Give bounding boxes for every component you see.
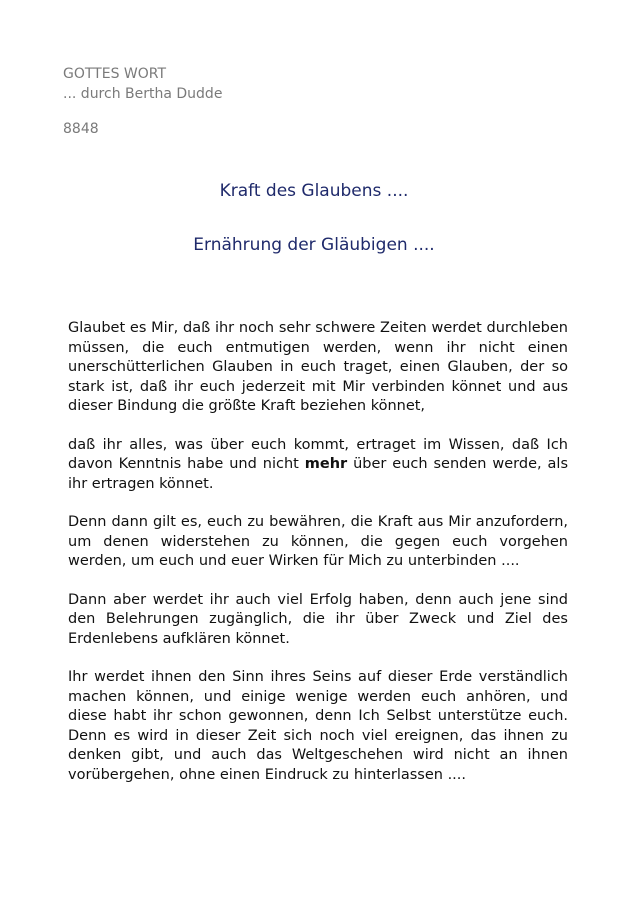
paragraph-5: Ihr werdet ihnen den Sinn ihres Seins auf dieser Erde verständlich machen können, und einige wenige werden euch anhören, und diese habt ihr schon gewonnen, denn Ich Selbst unterstütze euch. Denn es wird in dieser Zeit sich noch viel ereignen, das ihnen zu denken gibt, und auch das Weltgeschehen wird nicht an ihnen vorübergehen, ohne einen Eindruck zu hinterlassen ....	[68, 669, 568, 783]
main-title: Kraft des Glaubens ....	[219, 181, 409, 201]
document-number: 8848	[63, 121, 99, 137]
paragraph-2-end: über euch senden werde, als ihr ertragen könnet.	[68, 456, 568, 492]
paragraph-1: Glaubet es Mir, daß ihr noch sehr schwere Zeiten werdet durchleben müssen, die euch entmutigen werden, wenn ihr nicht einen unerschütterlichen Glauben in euch traget, einen Glauben, der so stark ist, daß ihr euch jederzeit mit Mir verbinden könnet und aus dieser Bindung die größte Kraft beziehen könnet,	[68, 320, 568, 414]
paragraph-4: Dann aber werdet ihr auch viel Erfolg haben, denn auch jene sind den Belehrungen zugänglich, die ihr über Zweck und Ziel des Erdenlebens aufklären könnet.	[68, 591, 568, 647]
subtitle: Ernährung der Gläubigen ....	[193, 235, 435, 255]
series-title: GOTTES WORT	[63, 66, 167, 82]
paragraph-3: Denn dann gilt es, euch zu bewähren, die Kraft aus Mir anzufordern, um denen widerstehen zu können, die gegen euch vorgehen werden, um euch und euer Wirken für Mich zu unterbinden ....	[68, 514, 568, 569]
paragraph-2	[68, 436, 568, 495]
paragraph-2-start: daß ihr alles, was über euch kommt, ertraget im Wissen, daß Ich davon Kenntnis habe und nicht	[68, 436, 568, 472]
body-text	[68, 319, 568, 804]
document-header	[63, 64, 222, 104]
emphasis-word: mehr	[304, 456, 348, 472]
author-line: ... durch Bertha Dudde	[63, 86, 223, 102]
